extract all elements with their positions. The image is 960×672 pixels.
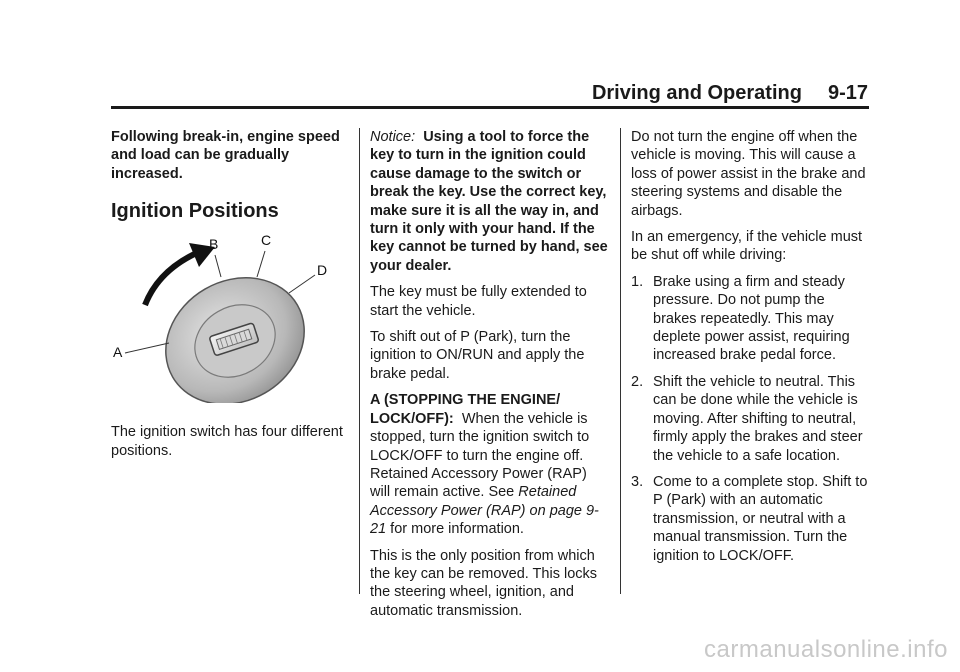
rap-reference-link[interactable]: Retained Accessory Power (RAP) on page 9-21 bbox=[370, 484, 599, 538]
page-header bbox=[592, 82, 868, 105]
position-a-tail: for more information. bbox=[390, 521, 524, 538]
header-title: Driving and Operating bbox=[591, 82, 802, 104]
step-text: Shift the vehicle to neutral. This can be done while the vehicle is moving. After shifting to neutral, firmly apply the brakes and steer the vehicle to a safe location. bbox=[653, 373, 863, 464]
list-item bbox=[631, 273, 871, 365]
position-a-paragraph bbox=[370, 391, 610, 538]
label-b: B bbox=[209, 236, 219, 253]
position-a-text: When the vehicle is stopped, turn the ignition switch to LOCK/OFF to turn the engine off. Retained Accessory Power (RAP) will remain active. See bbox=[370, 410, 590, 501]
list-item bbox=[631, 473, 871, 565]
emergency-steps-list bbox=[631, 273, 871, 565]
notice-paragraph bbox=[370, 128, 610, 275]
notice-label: Notice: bbox=[370, 129, 416, 145]
step-number: 1. bbox=[631, 273, 644, 290]
column-3 bbox=[631, 128, 871, 573]
paragraph-key-extended: The key must be fully extended to start the vehicle. bbox=[370, 284, 587, 319]
ignition-switch-illustration bbox=[111, 233, 347, 403]
intro-paragraph: Following break-in, engine speed and load can be gradually increased. bbox=[111, 129, 340, 182]
label-c: C bbox=[261, 233, 272, 249]
notice-text: Using a tool to force the key to turn in the ignition could cause damage to the switch or break the key. Use the correct key, make sure it is all the way in, and turn it only with your hand. If the key cannot be turned by hand, see your dealer. bbox=[370, 129, 608, 274]
leader-line-c bbox=[257, 251, 265, 277]
column-divider-1 bbox=[359, 128, 360, 594]
label-d: D bbox=[317, 262, 328, 279]
label-a: A bbox=[113, 344, 123, 361]
step-text: Brake using a firm and steady pressure. Do not pump the brakes repeatedly. This may deplete power assist, requiring increased brake pedal force. bbox=[653, 273, 850, 364]
paragraph-engine-off-warning: Do not turn the engine off when the vehicle is moving. This will cause a loss of power assist in the brake and steering systems and disable the airbags. bbox=[631, 129, 866, 219]
column-1 bbox=[111, 128, 347, 468]
step-number: 3. bbox=[631, 473, 644, 490]
step-text: Come to a complete stop. Shift to P (Park) with an automatic transmission, or neutral with a manual transmission. Turn the ignition to LOCK/OFF. bbox=[653, 473, 868, 564]
header-rule bbox=[111, 106, 869, 109]
ignition-switch-diagram bbox=[111, 233, 347, 403]
column-2 bbox=[370, 128, 610, 628]
step-number: 2. bbox=[631, 373, 644, 390]
section-title: Ignition Positions bbox=[111, 200, 279, 223]
column-divider-2 bbox=[620, 128, 621, 594]
paragraph-shift-park: To shift out of P (Park), turn the ignition to ON/RUN and apply the brake pedal. bbox=[370, 329, 585, 382]
leader-line-a bbox=[125, 343, 169, 353]
list-item bbox=[631, 373, 871, 465]
page-number: 9-17 bbox=[827, 82, 868, 104]
leader-line-b bbox=[215, 255, 221, 277]
position-a-label: A (STOPPING THE ENGINE/ LOCK/OFF): bbox=[370, 392, 561, 427]
paragraph-emergency: In an emergency, if the vehicle must be shut off while driving: bbox=[631, 229, 863, 264]
figure-caption: The ignition switch has four different positions. bbox=[111, 424, 343, 459]
watermark: carmanualsonline.info bbox=[704, 636, 948, 663]
paragraph-key-removal: This is the only position from which the key can be removed. This locks the steering wheel, ignition, and automatic transmission. bbox=[370, 547, 598, 619]
leader-line-d bbox=[289, 275, 315, 293]
